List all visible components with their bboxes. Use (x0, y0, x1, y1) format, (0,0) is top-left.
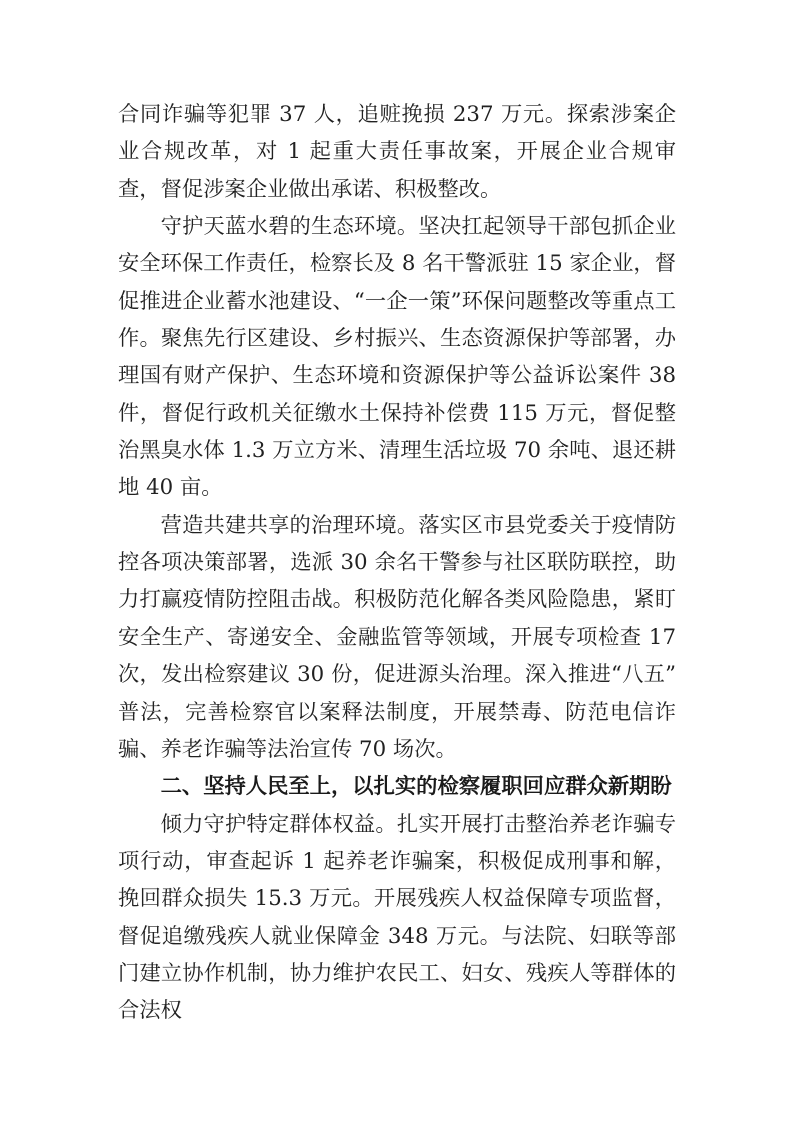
paragraph-ecology-environment: 守护天蓝水碧的生态环境。坚决扛起领导干部包抓企业安全环保工作责任，检察长及 8 名干警派驻 15 家企业，督促推进企业蓄水池建设、“一企一策”环保问题整改等重点工作。聚焦先行区建设、乡村振兴、生态资源保护等部署，办理国有财产保护、生态环境和资源保护等公益诉讼案件 38 件，督促行政机关征缴水土保持补偿费 115 万元，督促整治黑臭水体 1.3 万立方米、清理生活垃圾 70 余吨、退还耕地 40 亩。 (118, 214, 676, 501)
paragraph-crime-continuation: 合同诈骗等犯罪 37 人，追赃挽损 237 万元。探索涉案企业合规改革，对 1 起重大责任事故案，开展企业合规审查，督促涉案企业做出承诺、积极整改。 (118, 102, 676, 202)
paragraph-governance-environment: 营造共建共享的治理环境。落实区市县党委关于疫情防控各项决策部署，选派 30 余名干警参与社区联防联控，助力打赢疫情防控阻击战。积极防范化解各类风险隐患，紧盯安全生产、寄递安全、金融监管等领域，开展专项检查 17 次，发出检察建议 30 份，促进源头治理。深入推进“八五”普法，完善检察官以案释法制度，开展禁毒、防范电信诈骗、养老诈骗等法治宣传 70 场次。 (118, 512, 676, 762)
paragraph-special-groups-protection: 倾力守护特定群体权益。扎实开展打击整治养老诈骗专项行动，审查起诉 1 起养老诈骗案，积极促成刑事和解，挽回群众损失 15.3 万元。开展残疾人权益保障专项监督，督促追缴残疾人就业保障金 348 万元。与法院、妇联等部门建立协作机制，协力维护农民工、妇女、残疾人等群体的合法权 (118, 811, 676, 1024)
section-heading-part-two: 二、坚持人民至上，以扎实的检察履职回应群众新期盼 (160, 774, 672, 800)
